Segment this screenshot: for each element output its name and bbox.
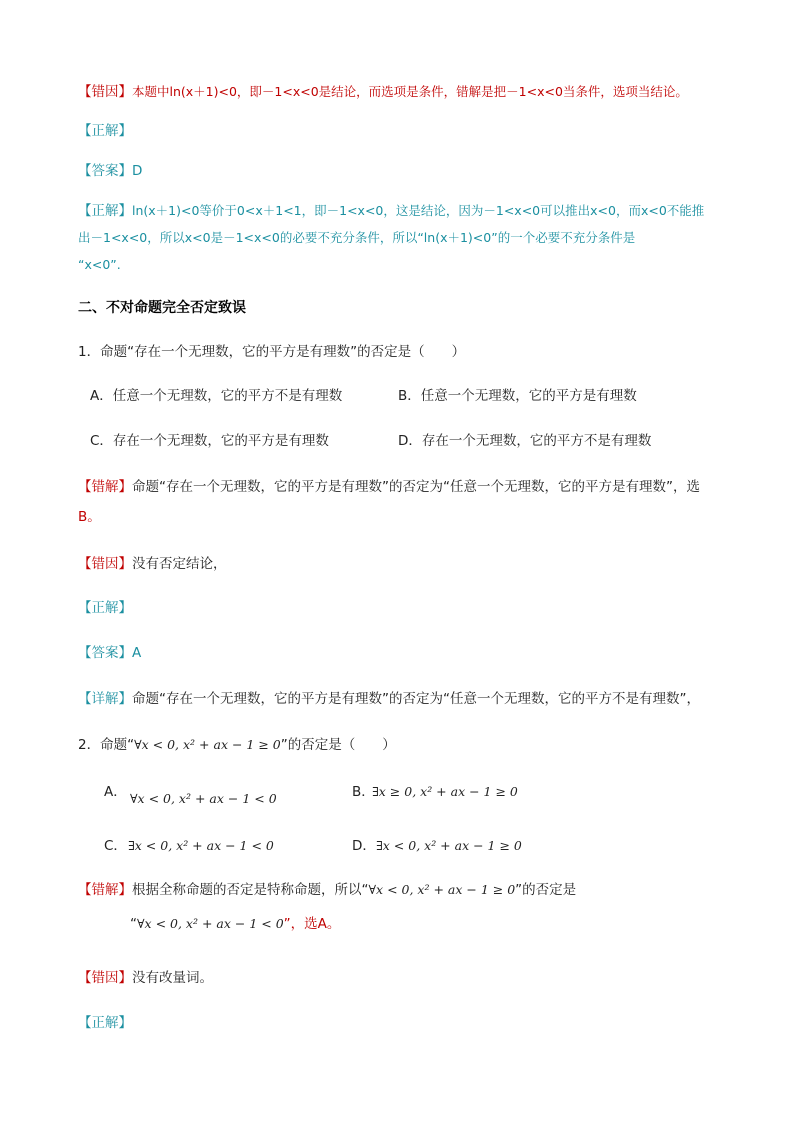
tag-daan: 【答案】 (78, 645, 132, 661)
q1-cuojie-text-2: B。 (78, 509, 101, 525)
s1-zhengjie-l1 (78, 201, 724, 221)
tag-cuoyin: 【错因】 (78, 84, 132, 100)
q2-option-b: ∃x ≥ 0, x² + ax − 1 ≥ 0 (372, 784, 518, 799)
tag-zhengjie: 【正解】 (78, 203, 132, 219)
tag-daan: 【答案】 (78, 163, 132, 179)
q2-option-c: ∃x < 0, x² + ax − 1 < 0 (128, 838, 274, 853)
s1-zhengjie-text-1: ln(x＋1)<0等价于0<x＋1<1，即－1<x<0，这是结论，因为－1<x<0可以推出x<0，而x<0不能推 (132, 203, 705, 218)
q1-cuoyin-text: 没有否定结论， (132, 556, 227, 572)
tag-cuoyin: 【错因】 (78, 556, 132, 572)
q2-option-a-label: A． (104, 784, 127, 800)
s1-cuoyin-text: 本题中ln(x＋1)<0，即－1<x<0是结论，而选项是条件，错解是把－1<x<0当条件，选项当结论。 (132, 84, 688, 99)
q2-option-c-label: C． (104, 838, 127, 854)
q1-xiangjie-text: 命题“存在一个无理数，它的平方是有理数”的否定为“任意一个无理数，它的平方不是有理数”， (132, 691, 700, 707)
q1-option-b: B．任意一个无理数，它的平方是有理数 (398, 388, 637, 404)
s1-cuoyin-line (78, 82, 724, 102)
q2-cuojie2-math: ∀x < 0, x² + ax − 1 < 0 (137, 916, 284, 931)
q1-zhengjie-heading (78, 598, 724, 618)
q1-cuojie-text-1: 命题“存在一个无理数，它的平方是有理数”的否定为“任意一个无理数，它的平方是有理数”，选 (132, 479, 700, 495)
q2-cuojie-math: ∀x < 0, x² + ax − 1 ≥ 0 (368, 882, 516, 897)
q1-xiangjie-line (78, 689, 724, 709)
s1-zhengjie-l2 (78, 228, 724, 248)
tag-zhengjie: 【正解】 (78, 600, 132, 616)
q2-option-a: ∀x < 0, x² + ax − 1 < 0 (130, 791, 277, 806)
q1-stem: 1．命题“存在一个无理数，它的平方是有理数”的否定是（ ） (78, 344, 466, 360)
s1-zhengjie-text-2: 出－1<x<0，所以x<0是－1<x<0的必要不充分条件，所以“ln(x＋1)<0”的一个必要不充分条件是 (78, 230, 636, 245)
s1-answer-line (78, 161, 724, 181)
q2-stem-pre: 2．命题“ (78, 737, 135, 753)
q2-cuojie-l2 (130, 914, 340, 934)
q2-option-d: ∃x < 0, x² + ax − 1 ≥ 0 (376, 838, 522, 853)
section2-heading: 二、不对命题完全否定致误 (78, 300, 246, 316)
s1-zhengjie-heading (78, 121, 724, 141)
q2-option-d-label: D． (352, 838, 376, 854)
q1-cuojie-l2 (78, 507, 724, 527)
q2-cuojie-post: ”的否定是 (515, 882, 577, 898)
q2-cuojie2-post: ”，选A。 (283, 916, 341, 932)
q2-cuojie-l1 (78, 880, 724, 900)
tag-zhengjie: 【正解】 (78, 1015, 132, 1031)
q2-stem (78, 735, 724, 755)
q2-zhengjie-heading (78, 1013, 724, 1033)
tag-zhengjie: 【正解】 (78, 123, 132, 139)
tag-xiangjie: 【详解】 (78, 691, 132, 707)
q1-cuojie-l1 (78, 477, 724, 497)
tag-cuojie: 【错解】 (78, 882, 132, 898)
q2-stem-math: ∀x < 0, x² + ax − 1 ≥ 0 (134, 737, 281, 752)
q1-cuoyin-line (78, 554, 724, 574)
q1-answer-line (78, 643, 724, 663)
q1-option-a: A．任意一个无理数，它的平方不是有理数 (90, 388, 343, 404)
q2-cuojie-pre: 根据全称命题的否定是特称命题，所以“ (132, 882, 369, 898)
q2-cuoyin-text: 没有改量词。 (132, 970, 213, 986)
q1-option-d: D．存在一个无理数，它的平方不是有理数 (398, 433, 652, 449)
s1-answer: D (132, 163, 143, 179)
q1-answer: A (132, 645, 142, 661)
s1-zhengjie-l3 (78, 255, 724, 275)
q2-cuojie2-pre: “ (130, 916, 137, 932)
q2-option-b-label: B． (352, 784, 375, 800)
q1-option-c: C．存在一个无理数，它的平方是有理数 (90, 433, 329, 449)
tag-cuojie: 【错解】 (78, 479, 132, 495)
s1-zhengjie-text-3: “x<0”. (78, 257, 121, 272)
tag-cuoyin: 【错因】 (78, 970, 132, 986)
q2-stem-post: ”的否定是（ ） (280, 737, 396, 753)
q2-cuoyin-line (78, 968, 724, 988)
